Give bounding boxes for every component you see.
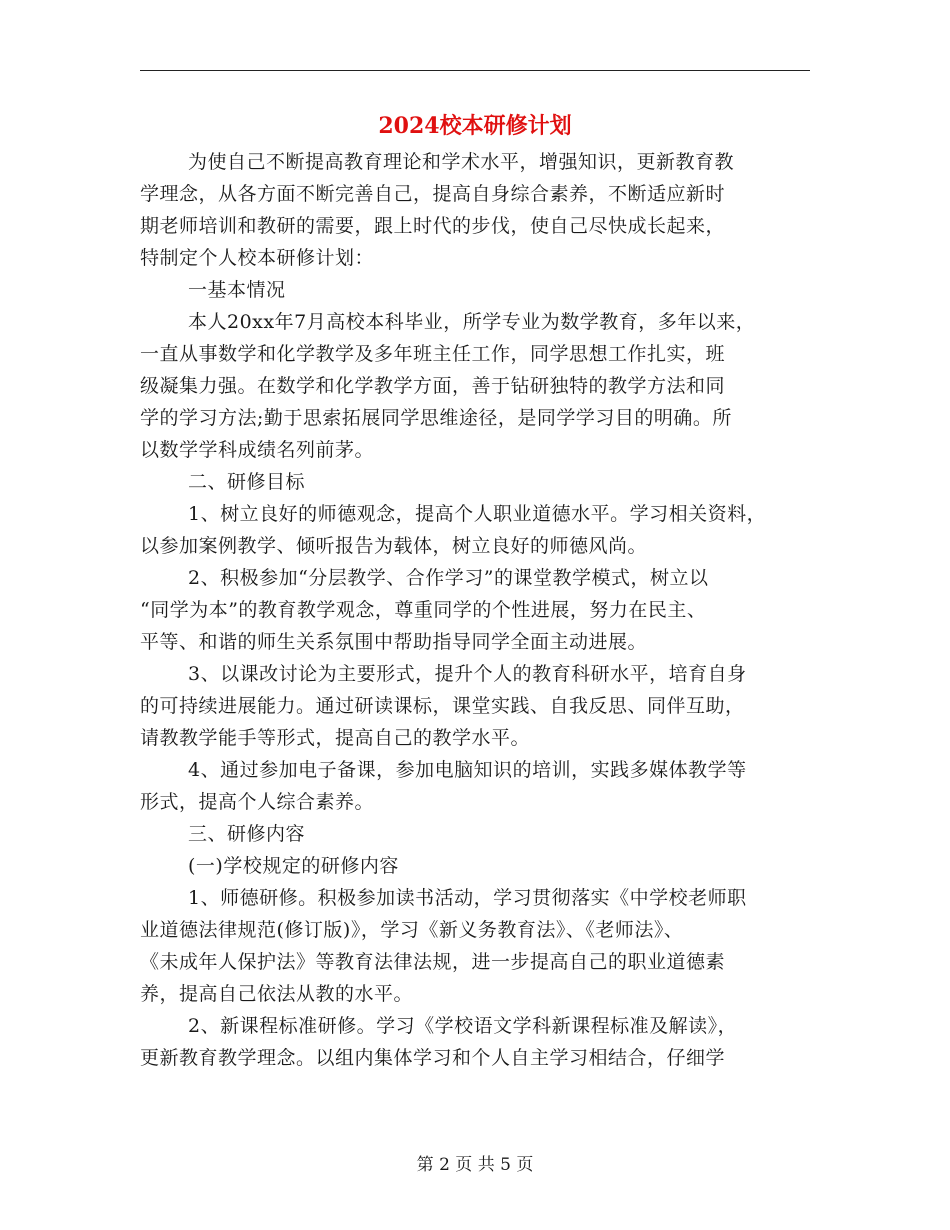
- page-footer: 第 2 页 共 5 页: [416, 1155, 534, 1175]
- text-line: 期老师培训和教研的需要，跟上时代的步伐，使自己尽快成长起来，: [140, 215, 726, 237]
- text-line: 《未成年人保护法》等教育法律法规，进一步提高自己的职业道德素: [140, 951, 726, 973]
- text-line: 以参加案例教学、倾听报告为载体，树立良好的师德风尚。: [140, 535, 648, 557]
- text-line: 为使自己不断提高教育理论和学术水平，增强知识，更新教育教: [188, 151, 735, 173]
- text-line: (一)学校规定的研修内容: [188, 855, 399, 877]
- document-body: [140, 146, 810, 1074]
- text-line: 以数学学科成绩名列前茅。: [140, 439, 375, 461]
- text-line: 养，提高自己依法从教的水平。: [140, 983, 414, 1005]
- text-line: 4、通过参加电子备课，参加电脑知识的培训，实践多媒体教学等: [188, 759, 747, 781]
- text-line: “同学为本”的教育教学观念，尊重同学的个性进展，努力在民主、: [140, 599, 707, 621]
- text-line: 更新教育教学理念。以组内集体学习和个人自主学习相结合，仔细学: [140, 1047, 726, 1069]
- header-rule: [140, 70, 810, 71]
- text-line: 一基本情况: [188, 279, 286, 301]
- text-line: 二、研修目标: [188, 471, 306, 493]
- text-line: 业道德法律规范(修订版)》，学习《新义务教育法》、《老师法》、: [140, 919, 684, 941]
- text-line: 平等、和谐的师生关系氛围中帮助指导同学全面主动进展。: [140, 631, 648, 653]
- text-line: 2、积极参加“分层教学、合作学习”的课堂教学模式，树立以: [188, 567, 709, 589]
- document-title: 2024校本研修计划: [378, 113, 572, 139]
- text-line: 请教教学能手等形式，提高自己的教学水平。: [140, 727, 531, 749]
- text-line: 三、研修内容: [188, 823, 306, 845]
- text-line: 的可持续进展能力。通过研读课标，课堂实践、自我反思、同伴互助，: [140, 695, 745, 717]
- text-line: 2、新课程标准研修。学习《学校语文学科新课程标准及解读》，: [188, 1015, 738, 1037]
- text-line: 1、树立良好的师德观念，提高个人职业道德水平。学习相关资料，: [188, 503, 767, 525]
- text-line: 特制定个人校本研修计划：: [140, 247, 375, 269]
- text-line: 形式，提高个人综合素养。: [140, 791, 375, 813]
- text-line: 3、以课改讨论为主要形式，提升个人的教育科研水平，培育自身: [188, 663, 747, 685]
- text-line: 学理念，从各方面不断完善自己，提高自身综合素养，不断适应新时: [140, 183, 726, 205]
- text-line: 学的学习方法;勤于思索拓展同学思维途径，是同学学习目的明确。所: [140, 407, 732, 429]
- text-line: 级凝集力强。在数学和化学教学方面，善于钻研独特的教学方法和同: [140, 375, 726, 397]
- text-line: 本人20xx年7月高校本科毕业，所学专业为数学教育，多年以来，: [188, 311, 756, 333]
- text-line: 一直从事数学和化学教学及多年班主任工作，同学思想工作扎实，班: [140, 343, 726, 365]
- text-line: 1、师德研修。积极参加读书活动，学习贯彻落实《中学校老师职: [188, 887, 747, 909]
